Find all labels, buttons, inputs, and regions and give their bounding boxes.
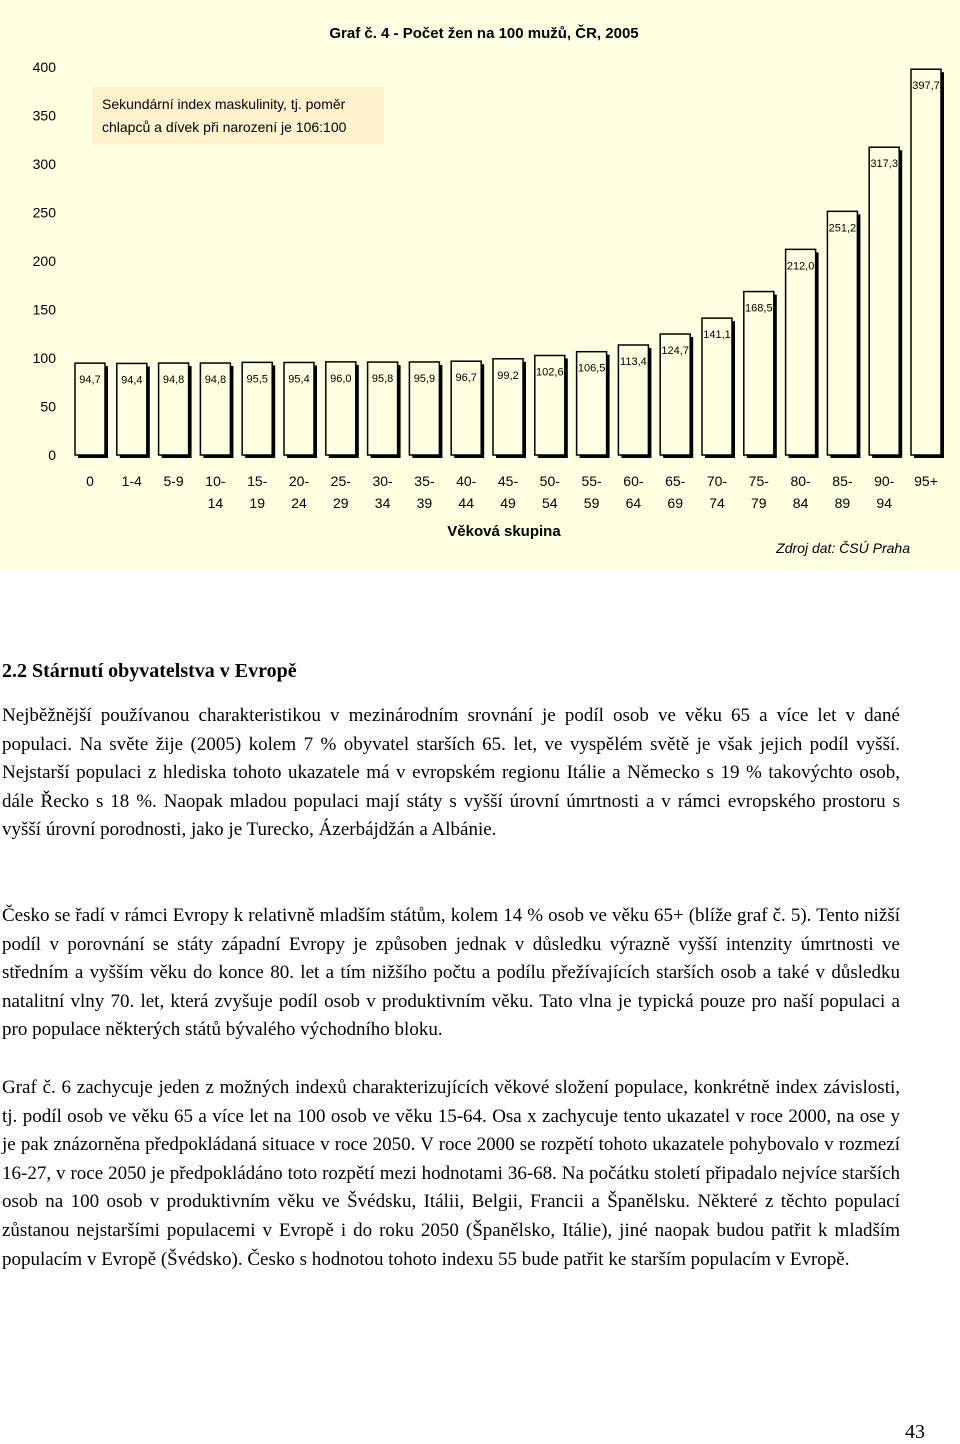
bar-value-label: 212,0 (786, 260, 815, 273)
bar-chart (0, 0, 960, 572)
x-tick-label: 85- (832, 473, 853, 489)
x-tick-label: 5-9 (163, 473, 184, 489)
bar-value-label: 96,0 (330, 372, 352, 385)
bar-value-label: 94,8 (204, 374, 227, 387)
paragraph-2: Česko se řadí v rámci Evropy k relativně mladším státům, kolem 14 % osob ve věku 65+ (blíže graf č. 5). Tento nižší podíl v porovnání se státy západní Evropy je způsoben jednak v důsledku výrazně vyšší intenzity úmrtnosti ve středním a vyšším věku do konce 80. let a tím nižšího počtu a podílu přežívajících starších osob a také v důsledku natalitní vlny 70. let, která zvyšuje podíl osob v produktivním věku. Tato vlna je typická pouze pro naší populaci a pro populace některých států bývalého východního bloku. (2, 905, 900, 1041)
bar-value-label: 96,7 (455, 372, 477, 385)
bar-value-label: 95,5 (246, 373, 268, 386)
y-tick-label: 350 (32, 107, 56, 124)
bar (827, 211, 857, 455)
bar-value-label: 94,7 (79, 374, 101, 387)
bar-value-label: 168,5 (745, 302, 773, 315)
page-number: 43 (905, 1421, 925, 1443)
x-tick-label: 45- (497, 473, 519, 489)
x-tick-label: 24 (291, 495, 307, 511)
x-tick-label: 95+ (914, 473, 938, 489)
bar-value-label: 99,2 (497, 369, 519, 382)
x-tick-label: 80- (790, 473, 811, 489)
x-tick-label: 44 (458, 495, 474, 511)
x-tick-label: 15- (247, 473, 268, 489)
x-tick-label: 59 (583, 495, 600, 511)
x-tick-label: 74 (709, 495, 725, 511)
bar-value-label: 141,1 (703, 329, 731, 342)
x-tick-label: 55- (581, 473, 602, 489)
x-tick-label: 1-4 (121, 473, 142, 489)
y-tick-label: 400 (32, 59, 56, 75)
bar-value-label: 95,9 (413, 372, 436, 385)
paragraph-3: Graf č. 6 zachycuje jeden z možných indexů charakterizujících věkové složení populace, konkrétně index závislosti, tj. podíl osob ve věku 65 a více let na 100 osob ve věku 15-64. Osa x zachycuje tento ukazatel v roce 2000, na ose y je pak znázorněna předpokládaná situace v roce 2050. V roce 2000 se rozpětí tohoto ukazatele pohybovalo v rozmezí 16-27, v roce 2050 je předpokládáno toto rozpětí mezi hodnotami 36-68. Na počátku století připadalo nejvíce starších osob na 100 osob v produktivním věku ve Švédsku, Itálii, Belgii, Francii a Španělsku. Některé z těchto populací zůstanou nejstaršími populacemi v Evropě i do roku 2050 (Španělsko, Itálie), jiné naopak budou patřit k mladším populacím v Evropě (Švédsko). Česko s hodnotou tohoto indexu 55 bude patřit ke starším populacím v Evropě. (2, 1077, 900, 1270)
bar-value-label: 251,2 (828, 222, 857, 235)
x-tick-label: 65- (665, 473, 686, 489)
x-tick-label: 75- (748, 473, 769, 489)
y-tick-label: 50 (40, 398, 56, 415)
x-tick-label: 35- (414, 473, 435, 489)
x-tick-label: 10- (205, 473, 226, 489)
x-tick-label: 40- (456, 473, 477, 489)
bar (911, 69, 941, 455)
x-tick-label: 69 (667, 495, 683, 511)
bar-value-label: 94,4 (121, 374, 143, 387)
x-tick-label: 39 (416, 495, 433, 511)
x-tick-label: 49 (500, 495, 516, 511)
chart-source: Zdroj dat: ČSÚ Praha (776, 540, 910, 556)
y-tick-label: 0 (48, 447, 56, 463)
x-tick-label: 94 (876, 495, 892, 511)
x-tick-label: 20- (288, 473, 310, 489)
bar (786, 249, 816, 455)
bar-value-label: 317,3 (870, 158, 898, 171)
chart-container (0, 0, 960, 572)
x-tick-label: 90- (874, 473, 895, 489)
x-tick-label: 25- (330, 473, 351, 489)
y-tick-label: 300 (32, 156, 56, 172)
x-tick-label: 79 (751, 495, 767, 511)
bar-value-label: 95,4 (288, 373, 310, 386)
bar-value-label: 113,4 (620, 356, 647, 369)
y-tick-label: 200 (32, 253, 56, 269)
section-heading: 2.2 Stárnutí obyvatelstva v Evropě (2, 660, 297, 682)
x-tick-label: 14 (207, 495, 224, 511)
x-tick-label: 64 (625, 495, 642, 511)
x-tick-label: 29 (333, 495, 349, 511)
bar-value-label: 106,5 (577, 362, 606, 375)
bar (869, 147, 899, 455)
x-tick-label: 84 (792, 495, 809, 511)
x-tick-label: 50- (539, 473, 560, 489)
y-tick-label: 150 (32, 301, 56, 318)
annotation-line: chlapců a dívek při narození je 106:100 (102, 119, 347, 135)
x-tick-label: 89 (834, 495, 851, 511)
y-tick-label: 250 (32, 204, 56, 221)
x-axis-title: Věková skupina (447, 523, 561, 540)
bar (744, 292, 774, 455)
bar-value-label: 397,7 (912, 80, 940, 93)
x-tick-label: 70- (706, 473, 728, 489)
x-tick-label: 54 (542, 495, 558, 511)
x-tick-label: 34 (374, 495, 391, 511)
x-tick-label: 60- (623, 473, 644, 489)
y-tick-label: 100 (32, 350, 56, 366)
annotation-line: Sekundární index maskulinity, tj. poměr (102, 96, 346, 112)
chart-title: Graf č. 4 - Počet žen na 100 mužů, ČR, 2005 (329, 25, 639, 42)
x-tick-label: 30- (372, 473, 393, 489)
bar-value-label: 95,8 (371, 373, 394, 386)
paragraph-1: Nejběžnější používanou charakteristikou v mezinárodním srovnání je podíl osob ve věku 65 a více let v dané populaci. Na světe žije (2005) kolem 7 % obyvatel starších 65. let, ve vyspělém světě je však jejich podíl vyšší. Nejstarší populaci z hlediska tohoto ukazatele má v evropském regionu Itálie a Německo s 19 % takovýchto osob, dále Řecko s 18 %. Naopak mladou populaci mají státy s vyšší úrovní úmrtnosti a v rámci evropského prostoru s vyšší úrovní porodnosti, jako je Turecko, Ázerbájdžán a Albánie. (2, 705, 900, 841)
x-tick-label: 0 (86, 473, 94, 489)
bar-value-label: 102,6 (536, 366, 564, 379)
bar-value-label: 124,7 (661, 345, 689, 358)
x-tick-label: 19 (249, 495, 265, 511)
bar-value-label: 94,8 (162, 374, 185, 387)
